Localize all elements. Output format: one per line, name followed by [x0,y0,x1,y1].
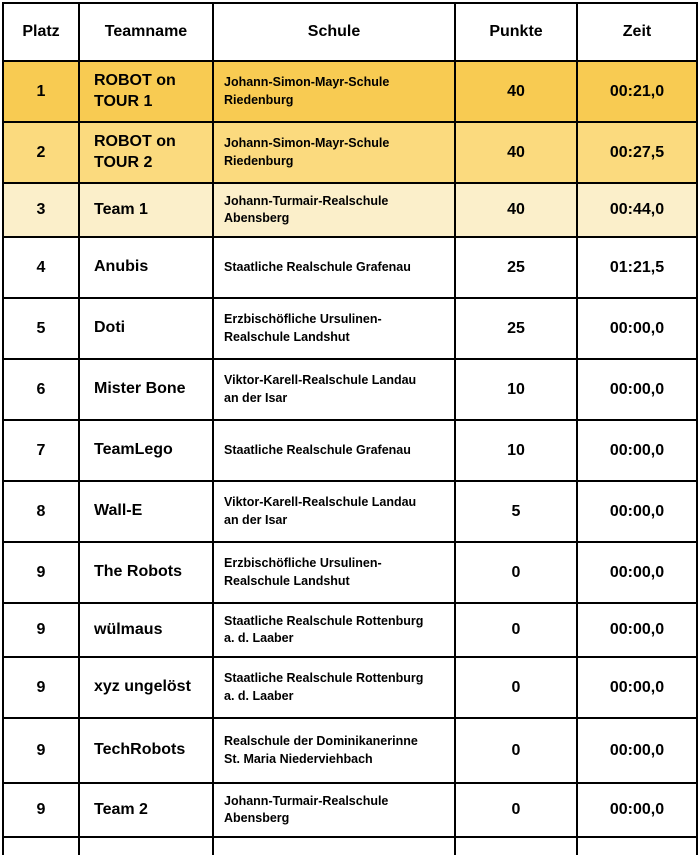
schule-cell: Johann-Simon-Mayr-Schule Riedenburg [213,122,455,183]
punkte-cell: 40 [455,183,577,237]
teamname-cell: TechRobots [79,718,213,783]
zeit-cell: 01:21,5 [577,237,697,298]
platz-cell [3,837,79,855]
platz-cell: 9 [3,603,79,657]
table-row [3,657,697,718]
schule-cell: Staatliche Realschule Grafenau [213,420,455,481]
zeit-cell: 00:00,0 [577,783,697,837]
table-header [3,3,697,61]
column-header-teamname: Teamname [79,3,213,61]
schule-cell: Erzbischöfliche Ursulinen-Realschule Landshut [213,298,455,359]
platz-cell: 8 [3,481,79,542]
schule-cell: Erzbischöfliche Ursulinen-Realschule Landshut [213,542,455,603]
schule-cell: Realschule der Dominikanerinne St. Maria Niederviehbach [213,718,455,783]
schule-cell: Viktor-Karell-Realschule Landau an der Isar [213,359,455,420]
punkte-cell: 40 [455,61,577,122]
platz-cell: 2 [3,122,79,183]
table-row [3,298,697,359]
teamname-cell: ROBOT on TOUR 2 [79,122,213,183]
platz-cell: 5 [3,298,79,359]
punkte-cell: 0 [455,603,577,657]
zeit-cell: 00:00,0 [577,359,697,420]
punkte-cell: 5 [455,481,577,542]
zeit-cell: 00:00,0 [577,542,697,603]
punkte-cell: 0 [455,783,577,837]
column-header-punkte: Punkte [455,3,577,61]
teamname-cell: wülmaus [79,603,213,657]
platz-cell: 1 [3,61,79,122]
column-header-schule: Schule [213,3,455,61]
platz-cell: 9 [3,783,79,837]
schule-cell: Viktor-Karell-Realschule Landau an der Isar [213,481,455,542]
platz-cell: 6 [3,359,79,420]
teamname-cell: The Robots [79,542,213,603]
schule-cell: Johann-Simon-Mayr-Schule Riedenburg [213,61,455,122]
table-row [3,783,697,837]
zeit-cell: 00:00,0 [577,481,697,542]
platz-cell: 9 [3,657,79,718]
schule-cell: Staatliche Realschule Grafenau [213,237,455,298]
platz-cell: 7 [3,420,79,481]
header-row [3,3,697,61]
punkte-cell: 0 [455,542,577,603]
results-table [2,2,698,855]
zeit-cell: 00:00,0 [577,603,697,657]
table-row-partial [3,837,697,855]
table-row [3,603,697,657]
platz-cell: 4 [3,237,79,298]
table-row [3,237,697,298]
zeit-cell: 00:27,5 [577,122,697,183]
zeit-cell: 00:21,0 [577,61,697,122]
zeit-cell: 00:00,0 [577,420,697,481]
table-row [3,359,697,420]
punkte-cell: 0 [455,657,577,718]
table-row [3,122,697,183]
schule-cell [213,837,455,855]
punkte-cell: 25 [455,237,577,298]
punkte-cell: 10 [455,420,577,481]
table-row [3,61,697,122]
platz-cell: 9 [3,542,79,603]
zeit-cell: 00:00,0 [577,298,697,359]
zeit-cell [577,837,697,855]
platz-cell: 3 [3,183,79,237]
punkte-cell: 40 [455,122,577,183]
column-header-zeit: Zeit [577,3,697,61]
punkte-cell: 10 [455,359,577,420]
table-body [3,61,697,855]
teamname-cell: Doti [79,298,213,359]
teamname-cell [79,837,213,855]
punkte-cell: 25 [455,298,577,359]
teamname-cell: Team 2 [79,783,213,837]
zeit-cell: 00:00,0 [577,657,697,718]
table-row [3,420,697,481]
table-row [3,718,697,783]
teamname-cell: TeamLego [79,420,213,481]
schule-cell: Johann-Turmair-Realschule Abensberg [213,783,455,837]
schule-cell: Staatliche Realschule Rottenburg a. d. Laaber [213,657,455,718]
table-row [3,542,697,603]
teamname-cell: Anubis [79,237,213,298]
platz-cell: 9 [3,718,79,783]
zeit-cell: 00:44,0 [577,183,697,237]
teamname-cell: xyz ungelöst [79,657,213,718]
teamname-cell: Team 1 [79,183,213,237]
punkte-cell [455,837,577,855]
punkte-cell: 0 [455,718,577,783]
schule-cell: Staatliche Realschule Rottenburg a. d. Laaber [213,603,455,657]
table-row [3,481,697,542]
table-row [3,183,697,237]
teamname-cell: Mister Bone [79,359,213,420]
schule-cell: Johann-Turmair-Realschule Abensberg [213,183,455,237]
column-header-platz: Platz [3,3,79,61]
teamname-cell: ROBOT on TOUR 1 [79,61,213,122]
zeit-cell: 00:00,0 [577,718,697,783]
teamname-cell: Wall-E [79,481,213,542]
